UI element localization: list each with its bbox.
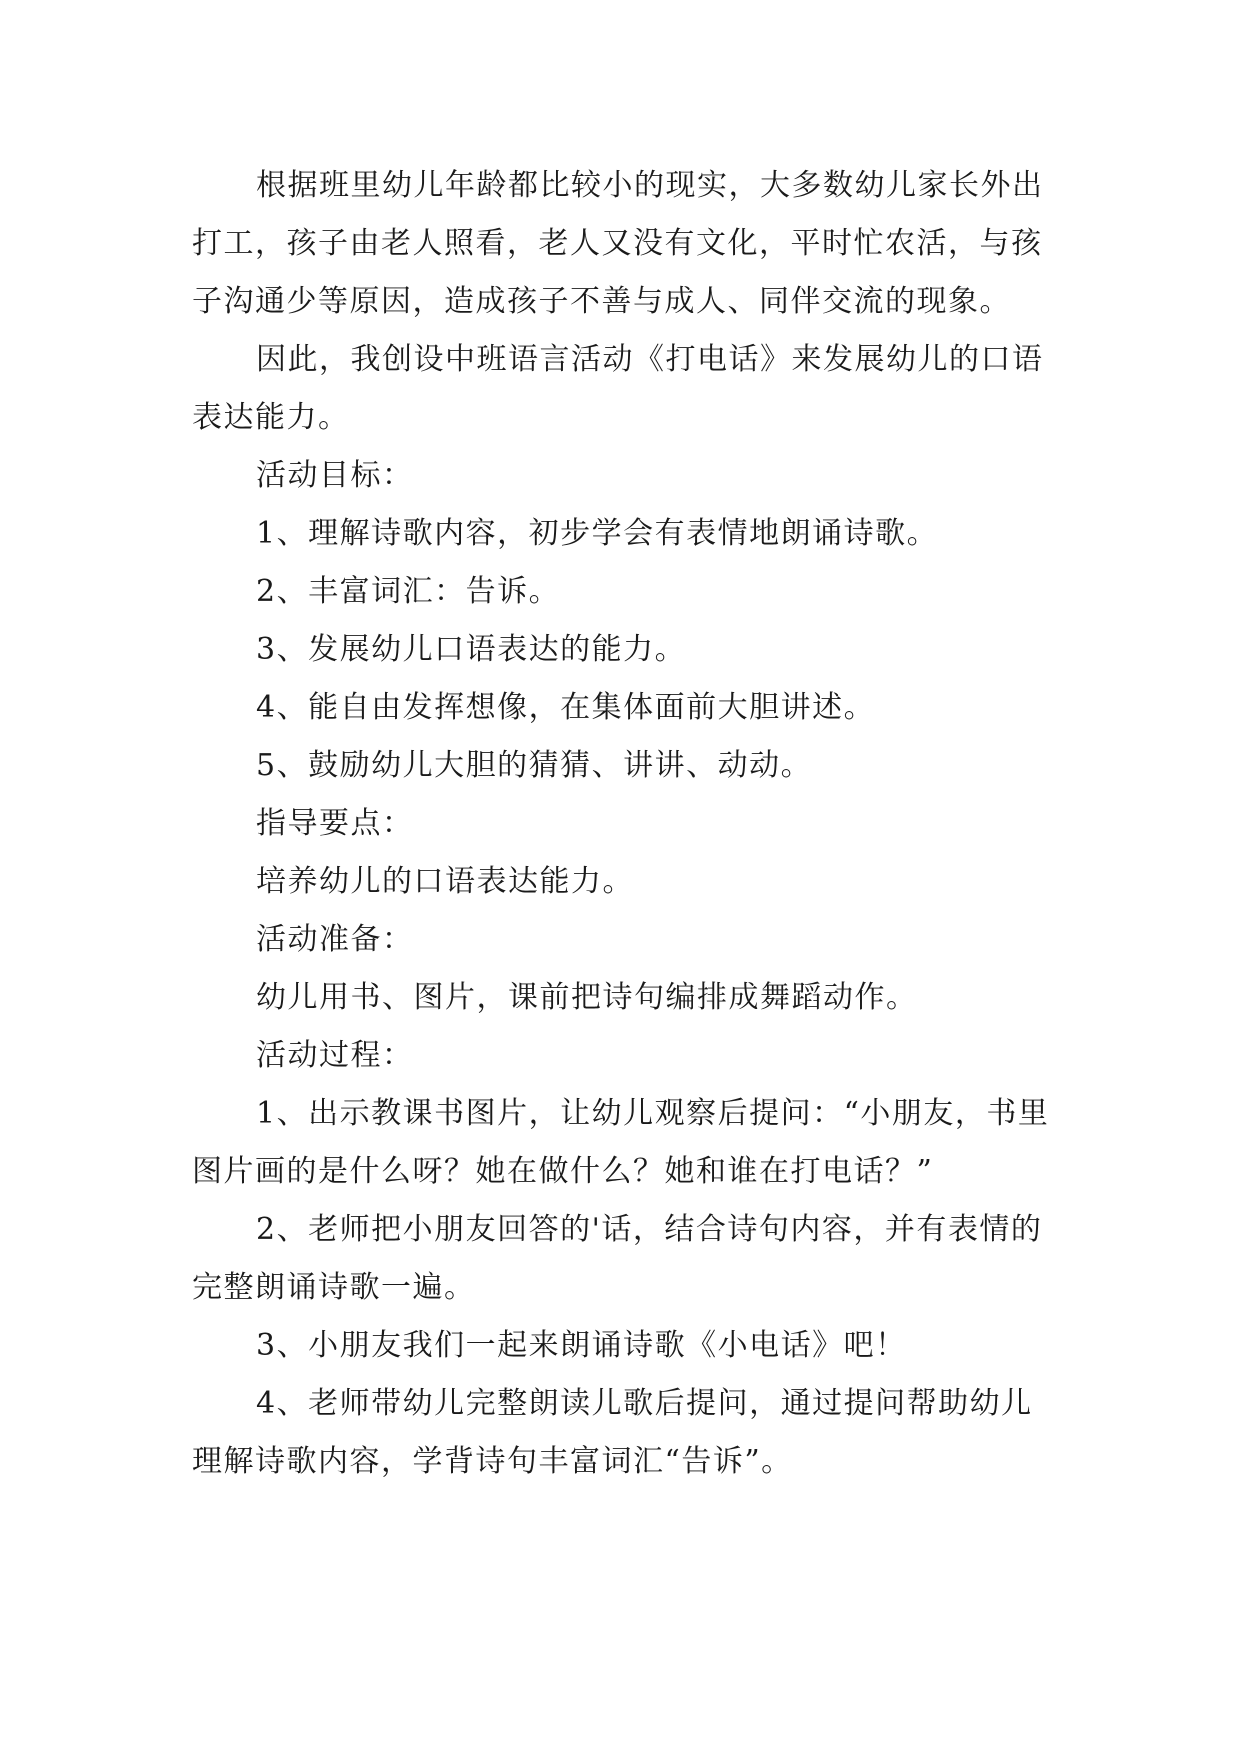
paragraph-purpose: 因此，我创设中班语言活动《打电话》来发展幼儿的口语表达能力。 [192, 342, 1044, 435]
heading-activity-goals: 活动目标： [256, 458, 414, 493]
goal-item-1: 1、理解诗歌内容，初步学会有表情地朗诵诗歌。 [256, 516, 939, 551]
goal-item-2: 2、丰富词汇：告诉。 [256, 574, 561, 609]
document-body [192, 157, 1052, 1491]
goal-item-4: 4、能自由发挥想像，在集体面前大胆讲述。 [256, 690, 876, 725]
heading-guidance-points: 指导要点： [256, 806, 414, 841]
paragraph-intro: 根据班里幼儿年龄都比较小的现实，大多数幼儿家长外出打工，孩子由老人照看，老人又没有文化，平时忙农活，与孩子沟通少等原因，造成孩子不善与成人、同伴交流的现象。 [192, 168, 1044, 319]
process-step-2: 2、老师把小朋友回答的'话，结合诗句内容，并有表情的完整朗诵诗歌一遍。 [192, 1212, 1043, 1305]
preparation-text: 幼儿用书、图片，课前把诗句编排成舞蹈动作。 [256, 980, 918, 1015]
goal-item-5: 5、鼓励幼儿大胆的猜猜、讲讲、动动。 [256, 748, 813, 783]
process-step-4: 4、老师带幼儿完整朗读儿歌后提问，通过提问帮助幼儿理解诗歌内容，学背诗句丰富词汇“告诉”。 [192, 1386, 1033, 1479]
guidance-text: 培养幼儿的口语表达能力。 [256, 864, 634, 899]
process-step-1: 1、出示教课书图片，让幼儿观察后提问：“小朋友，书里图片画的是什么呀？她在做什么？她和谁在打电话？” [192, 1096, 1050, 1189]
goal-item-3: 3、发展幼儿口语表达的能力。 [256, 632, 687, 667]
process-step-3: 3、小朋友我们一起来朗诵诗歌《小电话》吧！ [256, 1328, 907, 1363]
heading-activity-preparation: 活动准备： [256, 922, 414, 957]
heading-activity-process: 活动过程： [256, 1038, 414, 1073]
